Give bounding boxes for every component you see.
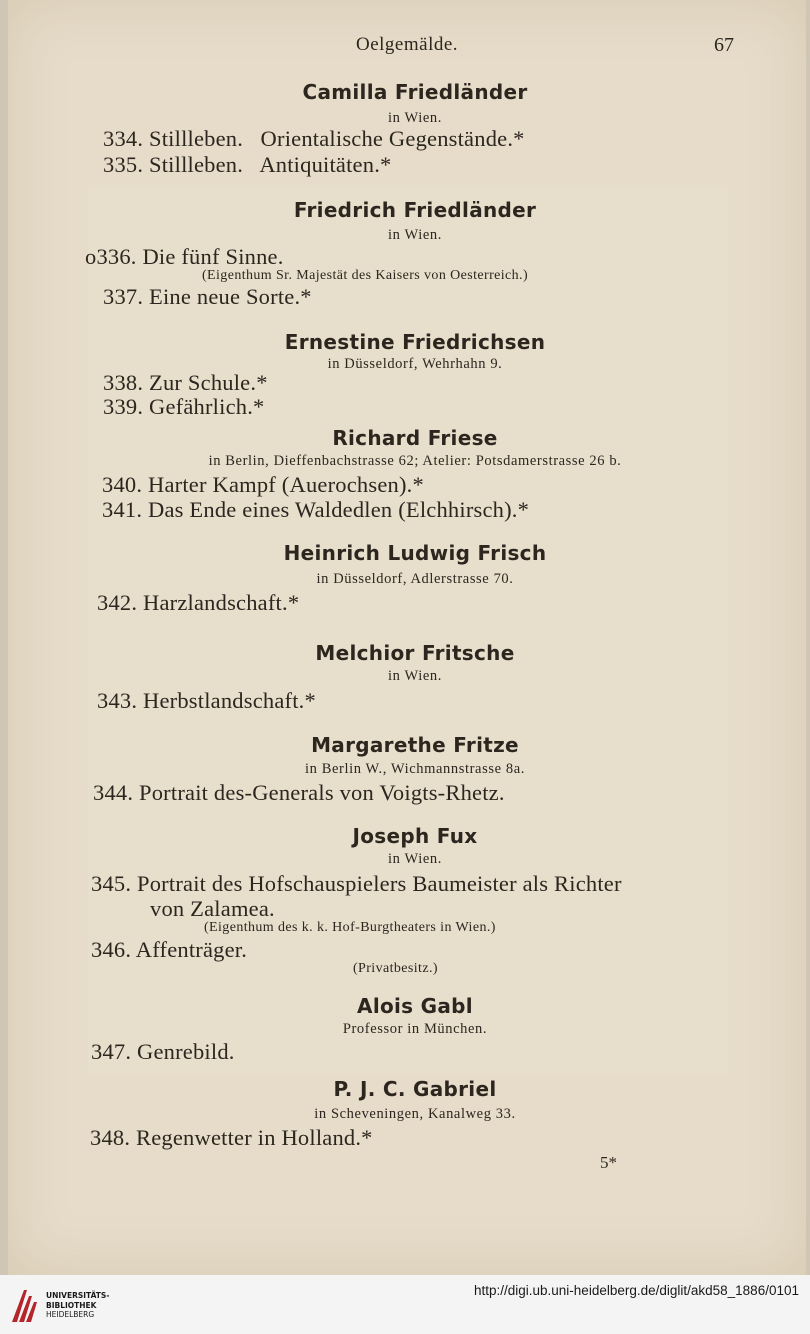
entry-ownership-note: (Eigenthum Sr. Majestät des Kaisers von Oesterreich.) xyxy=(202,268,529,283)
catalogue-entry xyxy=(85,244,284,270)
entry-title: Harzlandschaft.* xyxy=(143,590,300,615)
artist-name: Melchior Fritsche xyxy=(315,641,515,665)
artist-address: in Düsseldorf, Wehrhahn 9. xyxy=(327,356,503,372)
catalogue-entry xyxy=(102,472,424,498)
catalogue-entry xyxy=(103,394,265,420)
book-page xyxy=(8,0,806,1275)
catalogue-entry xyxy=(97,590,299,616)
entry-ownership-note: (Privatbesitz.) xyxy=(353,961,438,976)
entry-number: 347. xyxy=(91,1039,132,1064)
artist-name: Camilla Friedländer xyxy=(302,80,528,104)
library-logo-icon xyxy=(9,1286,39,1326)
entry-title: Affenträger. xyxy=(135,937,248,962)
artist-address: in Scheveningen, Kanalweg 33. xyxy=(314,1106,516,1122)
entry-title-continuation: von Zalamea. xyxy=(150,896,275,921)
entry-number: 334. xyxy=(103,126,144,151)
catalogue-entry xyxy=(97,688,316,714)
entry-number: 341. xyxy=(102,497,143,522)
artist-address: in Wien. xyxy=(388,227,442,243)
entry-number: 348. xyxy=(90,1125,131,1150)
catalogue-entry xyxy=(103,126,525,152)
entry-number: 340. xyxy=(102,472,143,497)
entry-number: 342. xyxy=(97,590,138,615)
entry-number: 344. xyxy=(93,780,134,805)
catalogue-entry xyxy=(91,1039,235,1065)
entry-title: Eine neue Sorte.* xyxy=(149,284,312,309)
entry-title: Portrait des Hofschauspielers Baumeister als Richter xyxy=(137,871,622,896)
entry-title: Harter Kampf (Auerochsen).* xyxy=(148,472,424,497)
entry-title: Zur Schule.* xyxy=(149,370,268,395)
artist-address: in Berlin W., Wichmannstrasse 8a. xyxy=(305,761,525,777)
entry-title: Die fünf Sinne. xyxy=(142,244,284,269)
catalogue-entry xyxy=(91,937,247,963)
catalogue-entry xyxy=(103,370,268,396)
artist-name: Alois Gabl xyxy=(357,994,473,1018)
artist-name: Heinrich Ludwig Frisch xyxy=(283,541,547,565)
catalogue-entry xyxy=(90,1125,373,1151)
logo-line: BIBLIOTHEK xyxy=(46,1300,97,1310)
artist-name: Margarethe Fritze xyxy=(311,733,519,757)
catalogue-entry xyxy=(103,152,391,178)
catalogue-entry xyxy=(103,284,312,310)
entry-number: 343. xyxy=(97,688,138,713)
entry-title: Gefährlich.* xyxy=(149,394,265,419)
artist-address: in Berlin, Dieffenbachstrasse 62; Atelier: Potsdamerstrasse 26 b. xyxy=(208,453,622,469)
entry-title: Das Ende eines Waldedlen (Elchhirsch).* xyxy=(148,497,530,522)
entry-number: o336. xyxy=(85,244,137,269)
running-head xyxy=(8,34,806,60)
entry-title: Portrait des-Generals von Voigts-Rhetz. xyxy=(139,780,505,805)
catalogue-entry xyxy=(91,871,622,897)
catalogue-entry xyxy=(102,497,529,523)
entry-title: Stillleben. Orientalische Gegenstände.* xyxy=(149,126,525,151)
artist-address: in Düsseldorf, Adlerstrasse 70. xyxy=(316,571,514,587)
artist-address: Professor in München. xyxy=(342,1021,488,1037)
artist-name: Ernestine Friedrichsen xyxy=(284,330,546,354)
signature-mark: 5* xyxy=(600,1153,617,1172)
entry-number: 338. xyxy=(103,370,144,395)
entry-number: 337. xyxy=(103,284,144,309)
logo-line: UNIVERSITÄTS- xyxy=(46,1291,110,1300)
artist-address: in Wien. xyxy=(388,668,442,684)
entry-number: 335. xyxy=(103,152,144,177)
entry-title: Regenwetter in Holland.* xyxy=(136,1125,373,1150)
entry-number: 345. xyxy=(91,871,132,896)
logo-line: HEIDELBERG xyxy=(46,1310,95,1319)
page-number: 67 xyxy=(714,34,734,56)
artist-address: in Wien. xyxy=(388,851,442,867)
running-head-title: Oelgemälde. xyxy=(356,34,459,55)
artist-name: Friedrich Friedländer xyxy=(293,198,537,222)
permalink-url[interactable]: http://digi.ub.uni-heidelberg.de/diglit/akd58_1886/0101 xyxy=(473,1283,799,1298)
artist-name: P. J. C. Gabriel xyxy=(333,1077,497,1101)
entry-number: 339. xyxy=(103,394,144,419)
entry-title: Genrebild. xyxy=(137,1039,235,1064)
entry-title: Stillleben. Antiquitäten.* xyxy=(149,152,392,177)
library-logo-text xyxy=(46,1291,109,1320)
catalogue-entry xyxy=(93,780,505,806)
entry-number: 346. xyxy=(91,937,132,962)
entry-title: Herbstlandschaft.* xyxy=(143,688,316,713)
artist-name: Joseph Fux xyxy=(352,824,478,848)
artist-address: in Wien. xyxy=(388,110,442,126)
artist-name: Richard Friese xyxy=(332,426,498,450)
entry-ownership-note: (Eigenthum des k. k. Hof-Burgtheaters in Wien.) xyxy=(204,920,496,935)
